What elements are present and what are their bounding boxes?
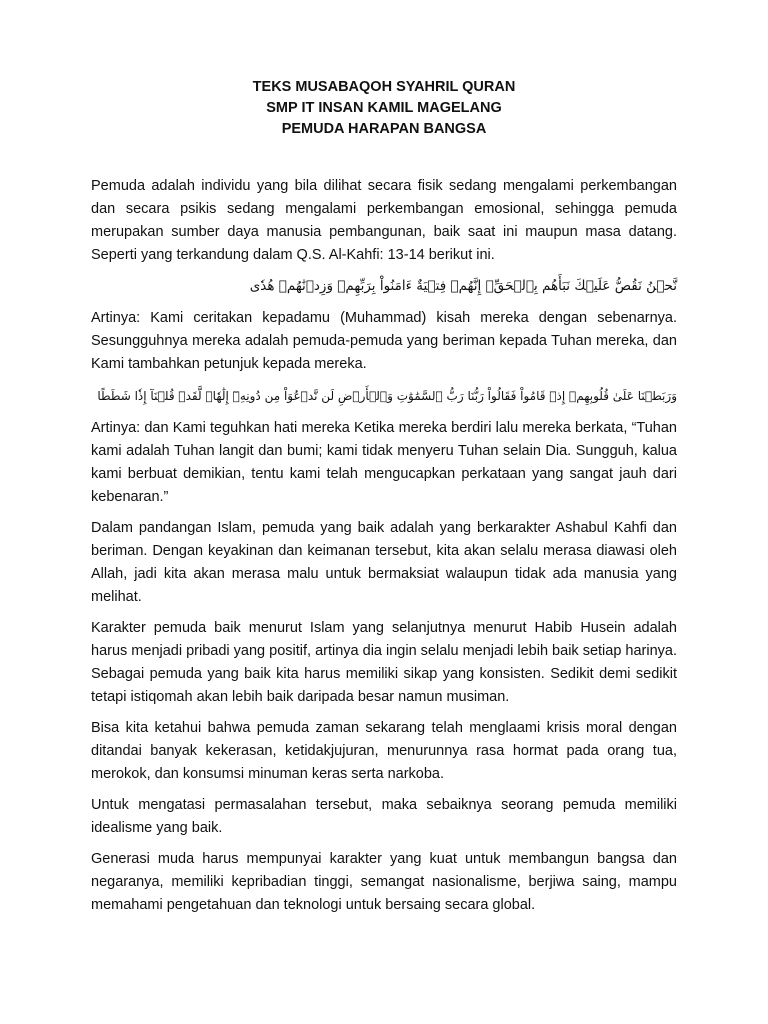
translation-verse-13: Artinya: Kami ceritakan kepadamu (Muhammad) kisah mereka dengan sebenarnya. Sesungguhnya mereka adalah pemuda-pemuda yang beriman kepada Tuhan mereka, dan Kami tambahkan petunjuk kepada mereka.	[91, 310, 677, 372]
intro-paragraph: Pemuda adalah individu yang bila dilihat secara fisik sedang mengalami perkembangan dan secara psikis sedang mengalami perkembangan emosional, sehingga pemuda merupakan sumber daya manusia pembangunan, baik saat ini maupun masa datang. Seperti yang terkandung dalam Q.S. Al-Kahfi: 13-14 berikut ini.	[91, 178, 677, 263]
arabic-verse-14: وَرَبَطۡنَا عَلَىٰ قُلُوبِهِمۡ إِذۡ قَامُواْ فَقَالُواْ رَبُّنَا رَبُّ ٱلسَّمَٰوَٰتِ وَٱلۡأَرۡضِ لَن نَّدۡعُوَاْ مِن دُونِهِۦٓ إِلَٰهٗاۖ لَّقَدۡ قُلۡنَآ إِذٗا شَطَطًا	[97, 389, 677, 403]
paragraph-character: Karakter pemuda baik menurut Islam yang selanjutnya menurut Habib Husein adalah harus menjadi pribadi yang positif, artinya dia ingin selalu menjadi lebih baik setiap harinya. Sebagai pemuda yang baik kita harus memiliki sikap yang konsisten. Sedikit demi sedikit tetapi istiqomah akan lebih baik daripada besar namun musiman.	[91, 620, 677, 705]
paragraph-islam-view: Dalam pandangan Islam, pemuda yang baik adalah yang berkarakter Ashabul Kahfi dan beriman. Dengan keyakinan dan keimanan tersebut, kita akan selalu merasa diawasi oleh Allah, jadi kita akan merasa malu untuk bermaksiat walaupun tidak ada manusia yang melihat.	[91, 520, 677, 605]
title-line-1: TEKS MUSABAQOH SYAHRIL QURAN	[252, 79, 516, 95]
paragraph-solution: Untuk mengatasi permasalahan tersebut, maka sebaiknya seorang pemuda memiliki idealisme yang baik.	[91, 797, 677, 836]
translation-verse-14: Artinya: dan Kami teguhkan hati mereka Ketika mereka berdiri lalu mereka berkata, “Tuhan kami adalah Tuhan langit dan bumi; kami tidak menyeru Tuhan selain Dia. Sungguh, kalua kami berbuat demikian, tentu kami telah mengucapkan perkataan yang sangat jauh dari kebenaran.”	[91, 420, 677, 505]
document-title	[0, 77, 768, 140]
document-body	[91, 175, 677, 925]
title-line-2: SMP IT INSAN KAMIL MAGELANG	[266, 100, 502, 116]
title-line-3: PEMUDA HARAPAN BANGSA	[281, 121, 487, 137]
paragraph-young-generation: Generasi muda harus mempunyai karakter yang kuat untuk membangun bangsa dan negaranya, memiliki kepribadian tinggi, semangat nasionalisme, berjiwa saing, mampu memahami pengetahuan dan teknologi untuk bersaing secara global.	[91, 851, 677, 913]
paragraph-moral-crisis: Bisa kita ketahui bahwa pemuda zaman sekarang telah menglaami krisis moral dengan ditandai banyak kekerasan, ketidakjujuran, menurunnya rasa hormat pada orang tua, merokok, dan konsumsi minuman keras serta narkoba.	[91, 720, 677, 782]
arabic-verse-13: نَّحۡنُ نَقُصُّ عَلَيۡكَ نَبَأَهُم بِٱلۡحَقِّۚ إِنَّهُمۡ فِتۡيَةٌ ءَامَنُواْ بِرَبِّهِمۡ وَزِدۡنَٰهُمۡ هُدٗى	[249, 278, 677, 294]
